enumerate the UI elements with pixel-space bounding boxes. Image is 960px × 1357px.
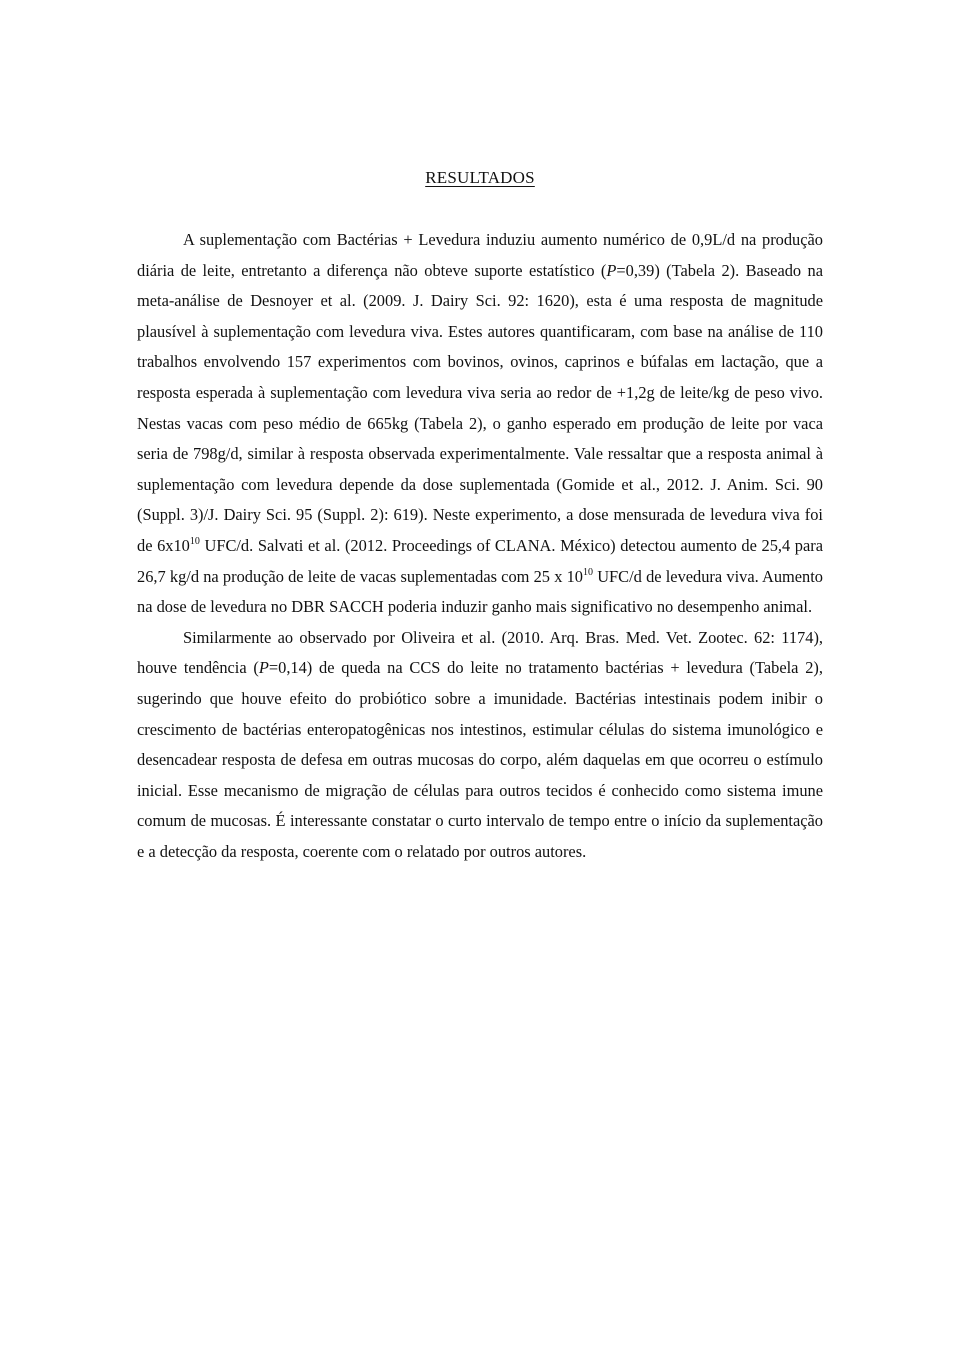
exponent: 10: [583, 566, 594, 578]
section-heading: RESULTADOS: [425, 168, 535, 187]
paragraph1-text-2: =0,39) (Tabela 2). Baseado na meta-análise de Desnoyer et al. (2009. J. Dairy Sci. 92: 1620), esta é uma resposta de magnitude plausível à suplementação com levedura viva. Estes autores quantificaram, com base na análise de 110 trabalhos envolvendo 157 experimentos com bovinos, ovinos, caprinos e búfalas em lactação, que a resposta esperada à suplementação com levedura viva seria ao redor de +1,2g de leite/kg de peso vivo. Nestas vacas com peso médio de 665kg (Tabela 2), o ganho esperado em produção de leite por vaca seria de 798g/d, similar à resposta observada experimentalmente. Vale ressaltar que a resposta animal à suplementação com levedura depende da dose suplementada (Gomide et al., 2012. J. Anim. Sci. 90 (Suppl. 3)/J. Dairy Sci. 95 (Suppl. 2): 619). Neste experimento, a dose mensurada de levedura viva foi de 6x10: [137, 260, 823, 555]
paragraph1-text-4: UFC/d de levedura viva. Aumento na dose de levedura no DBR SACCH poderia induzir ganho mais significativo no desempenho animal.: [137, 566, 823, 617]
p-value-symbol: P: [606, 260, 617, 280]
paragraph-somatic-cells: [137, 623, 823, 868]
paragraph2-text-1: Similarmente ao observado por Oliveira et al. (2010. Arq. Bras. Med. Vet. Zootec. 62: 1174), houve tendência (: [137, 627, 823, 678]
body-text: [137, 225, 823, 867]
paragraph1-text-1: A suplementação com Bactérias + Levedura induziu aumento numérico de 0,9L/d na produção diária de leite, entretanto a diferença não obteve suporte estatístico (: [137, 230, 823, 280]
exponent: 10: [189, 535, 200, 547]
paragraph1-text-3: UFC/d. Salvati et al. (2012. Proceedings of CLANA. México) detectou aumento de 25,4 para 26,7 kg/d na produção de leite de vacas suplementadas com 25 x 10: [137, 535, 823, 586]
paragraph-milk-production: [137, 225, 823, 623]
paragraph2-text-2: =0,14) de queda na CCS do leite no tratamento bactérias + levedura (Tabela 2), sugerindo que houve efeito do probiótico sobre a imunidade. Bactérias intestinais podem inibir o crescimento de bactérias enteropatogênicas nos intestinos, estimular células do sistema imunológico e desencadear resposta de defesa em outras mucosas do corpo, além daquelas em que ocorreu o estímulo inicial. Esse mecanismo de migração de células para outros tecidos é conhecido como sistema imune comum de mucosas. É interessante constatar o curto intervalo de tempo entre o início da suplementação e a detecção da resposta, coerente com o relatado por outros autores.: [137, 658, 823, 861]
p-value-symbol: P: [258, 658, 269, 678]
